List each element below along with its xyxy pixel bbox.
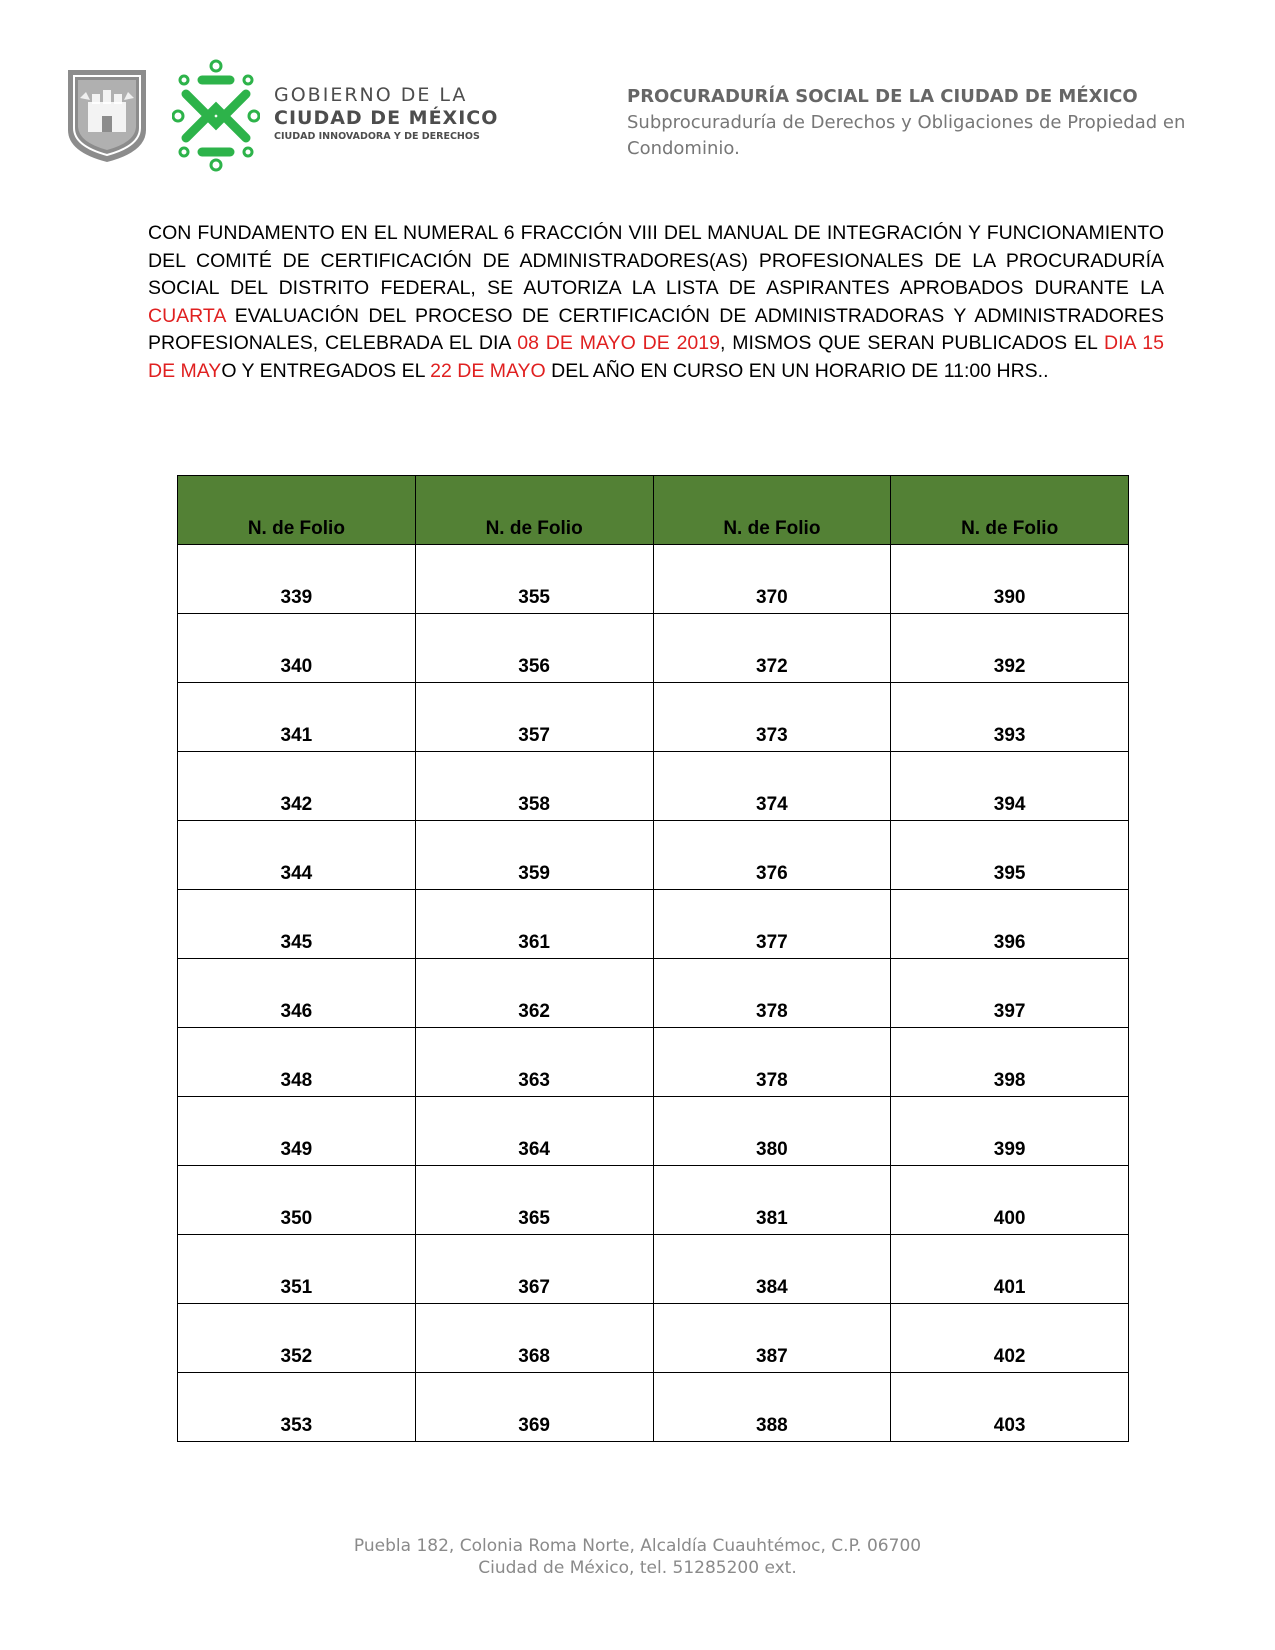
folio-cell: 351 [178, 1235, 416, 1304]
paragraph-text: EVALUACIÓN DEL PROCESO DE CERTIFICACIÓN DE ADMINISTRADORAS Y ADMINISTRADORES PROFESIONALES, CELEBRADA EL DIA [148, 304, 1164, 354]
folio-cell: 387 [653, 1304, 891, 1373]
agency-title: PROCURADURÍA SOCIAL DE LA CIUDAD DE MÉXICO [627, 86, 1138, 107]
folio-cell: 388 [653, 1373, 891, 1442]
folio-cell: 355 [415, 545, 653, 614]
logo-line-2: CIUDAD DE MÉXICO [274, 107, 499, 129]
paragraph-text: , MISMOS QUE SERAN PUBLICADOS EL [719, 332, 1104, 354]
folio-cell: 374 [653, 752, 891, 821]
table-body [178, 545, 1129, 1442]
folio-cell: 350 [178, 1166, 416, 1235]
folio-cell: 362 [415, 959, 653, 1028]
logo-line-1: GOBIERNO DE LA [274, 84, 468, 106]
table-row [178, 1097, 1129, 1166]
column-header: N. de Folio [415, 476, 653, 545]
folio-cell: 392 [891, 614, 1129, 683]
agency-subtitle: Subprocuraduría de Derechos y Obligaciones de Propiedad en Condominio. [627, 112, 1186, 159]
table-row [178, 752, 1129, 821]
folio-cell: 368 [415, 1304, 653, 1373]
folio-cell: 395 [891, 821, 1129, 890]
table-row [178, 614, 1129, 683]
table-row [178, 683, 1129, 752]
folio-cell: 349 [178, 1097, 416, 1166]
folio-cell: 359 [415, 821, 653, 890]
highlight-publication-date: DIA 15 DE MAY [148, 332, 1164, 382]
folio-cell: 370 [653, 545, 891, 614]
folio-cell: 364 [415, 1097, 653, 1166]
folio-cell: 384 [653, 1235, 891, 1304]
folio-cell: 377 [653, 890, 891, 959]
folio-cell: 363 [415, 1028, 653, 1097]
folio-cell: 344 [178, 821, 416, 890]
folio-cell: 397 [891, 959, 1129, 1028]
column-header: N. de Folio [891, 476, 1129, 545]
highlight-delivery-date: 22 DE MAYO [430, 359, 546, 382]
folio-cell: 340 [178, 614, 416, 683]
folio-cell: 352 [178, 1304, 416, 1373]
table-row [178, 890, 1129, 959]
table-row [178, 1166, 1129, 1235]
table-row [178, 545, 1129, 614]
folio-cell: 361 [415, 890, 653, 959]
folio-cell: 378 [653, 1028, 891, 1097]
folio-cell: 376 [653, 821, 891, 890]
folio-cell: 393 [891, 683, 1129, 752]
highlight-evaluation: CUARTA [148, 304, 226, 327]
table-row [178, 821, 1129, 890]
cdmx-logo [172, 58, 562, 173]
cdmx-emblem-icon [172, 58, 260, 173]
folio-table [177, 475, 1129, 1442]
agency-block [627, 84, 1187, 162]
coat-of-arms-logo [66, 68, 148, 164]
folio-cell: 378 [653, 959, 891, 1028]
folio-cell: 339 [178, 545, 416, 614]
table-row [178, 1235, 1129, 1304]
paragraph-text: DEL AÑO EN CURSO EN UN HORARIO DE 11:00 HRS.. [545, 359, 1049, 382]
folio-cell: 381 [653, 1166, 891, 1235]
folio-cell: 357 [415, 683, 653, 752]
folio-cell: 403 [891, 1373, 1129, 1442]
footer-address: Puebla 182, Colonia Roma Norte, Alcaldía Cuauhtémoc, C.P. 06700 [353, 1536, 922, 1556]
table-row [178, 1373, 1129, 1442]
highlight-date: 08 DE MAYO DE 2019 [517, 332, 720, 354]
folio-cell: 358 [415, 752, 653, 821]
folio-cell: 342 [178, 752, 416, 821]
folio-cell: 346 [178, 959, 416, 1028]
folio-cell: 356 [415, 614, 653, 683]
folio-cell: 380 [653, 1097, 891, 1166]
table-header-row [178, 476, 1129, 545]
folio-cell: 394 [891, 752, 1129, 821]
folio-cell: 348 [178, 1028, 416, 1097]
folio-cell: 398 [891, 1028, 1129, 1097]
footer-contact: Ciudad de México, tel. 51285200 ext. [478, 1558, 797, 1578]
folio-cell: 401 [891, 1235, 1129, 1304]
folio-cell: 372 [653, 614, 891, 683]
folio-cell: 365 [415, 1166, 653, 1235]
table-row [178, 959, 1129, 1028]
folio-cell: 402 [891, 1304, 1129, 1373]
folio-cell: 367 [415, 1235, 653, 1304]
folio-cell: 399 [891, 1097, 1129, 1166]
logo-line-3: CIUDAD INNOVADORA Y DE DERECHOS [274, 131, 480, 142]
folio-cell: 396 [891, 890, 1129, 959]
folio-cell: 345 [178, 890, 416, 959]
folio-cell: 400 [891, 1166, 1129, 1235]
folio-cell: 369 [415, 1373, 653, 1442]
table-row [178, 1304, 1129, 1373]
folio-cell: 373 [653, 683, 891, 752]
folio-cell: 341 [178, 683, 416, 752]
paragraph-text: O Y ENTREGADOS EL [221, 359, 431, 382]
column-header: N. de Folio [178, 476, 416, 545]
announcement-paragraph [148, 220, 1164, 385]
paragraph-text: CON FUNDAMENTO EN EL NUMERAL 6 FRACCIÓN VIII DEL MANUAL DE INTEGRACIÓN Y FUNCIONAMIENTO DEL COMITÉ DE CERTIFICACIÓN DE ADMINISTRADORES(AS) PROFESIONALES DE LA PROCURADURÍA SOCIAL DEL DISTRITO FEDERAL, SE AUTORIZA LA LISTA DE ASPIRANTES APROBADOS DURANTE LA [148, 222, 1164, 299]
folio-cell: 390 [891, 545, 1129, 614]
page-footer [0, 1535, 1275, 1579]
table-row [178, 1028, 1129, 1097]
folio-cell: 353 [178, 1373, 416, 1442]
column-header: N. de Folio [653, 476, 891, 545]
